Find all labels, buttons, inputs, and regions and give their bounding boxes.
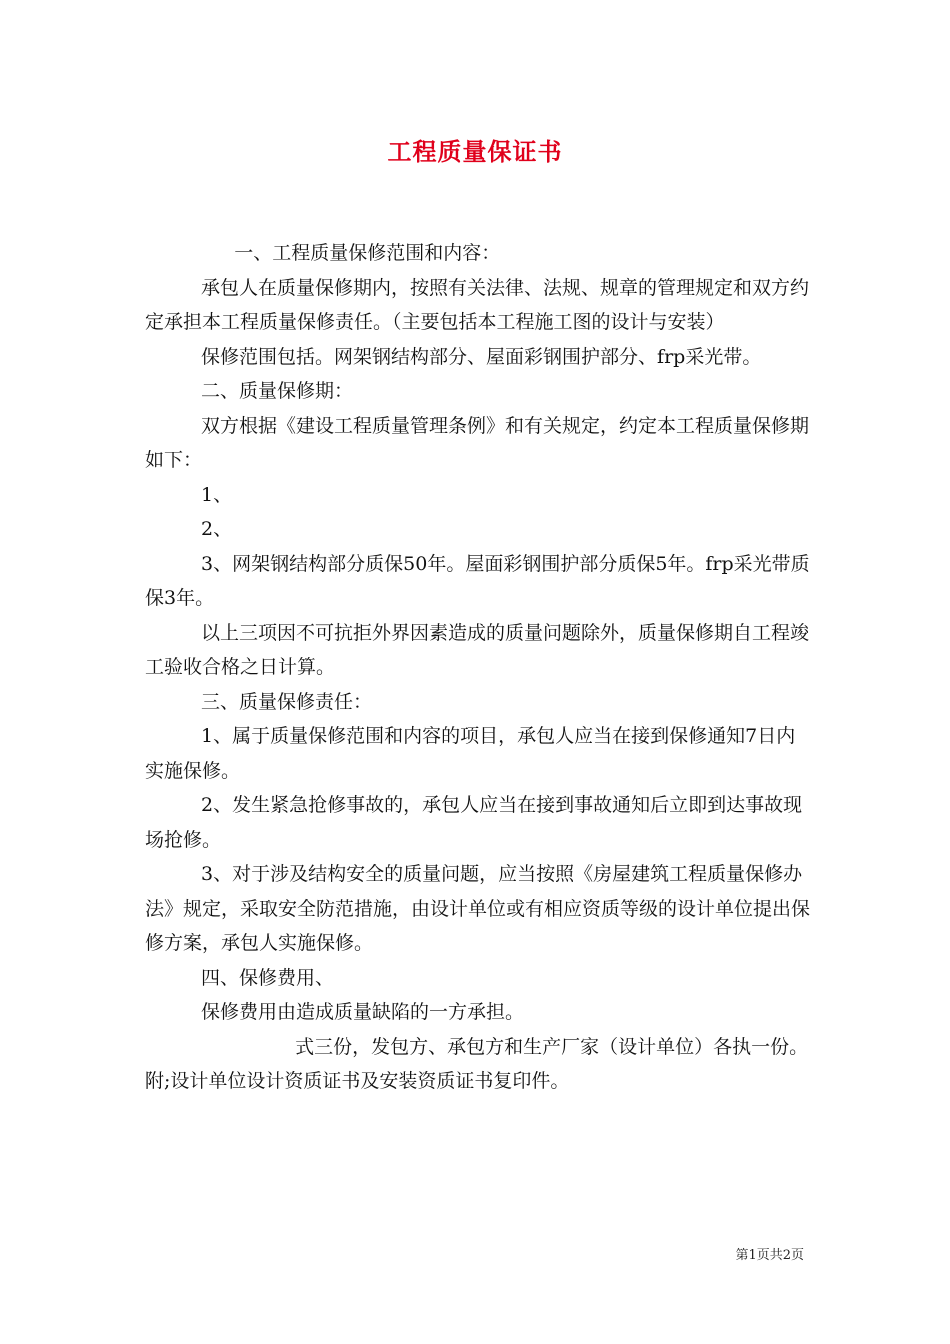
paragraph-scope-items: 保修范围包括。网架钢结构部分、屋面彩钢围护部分、frp采光带。 <box>201 345 762 368</box>
list-item-period-3: 3、网架钢结构部分质保50年。屋面彩钢围护部分质保5年。frp采光带质保3年。 <box>145 552 810 609</box>
document-title: 工程质量保证书 <box>387 137 563 166</box>
document-body <box>145 236 810 1099</box>
section-heading-period: 二、质量保修期： <box>201 380 354 402</box>
paragraph-copies: 式三份，发包方、承包方和生产厂家（设计单位）各执一份。附;设计单位设计资质证书及安装资质证书复印件。 <box>145 1035 809 1092</box>
section-heading-scope: 一、工程质量保修范围和内容： <box>234 242 501 264</box>
paragraph-period-intro: 双方根据《建设工程质量管理条例》和有关规定，约定本工程质量保修期如下： <box>145 414 810 471</box>
list-item-responsibility-3: 3、对于涉及结构安全的质量问题，应当按照《房屋建筑工程质量保修办法》规定，采取安全防范措施，由设计单位或有相应资质等级的设计单位提出保修方案，承包人实施保修。 <box>145 863 811 954</box>
list-item-responsibility-2: 2、发生紧急抢修事故的，承包人应当在接到事故通知后立即到达事故现场抢修。 <box>145 794 803 851</box>
list-item-period-1: 1、 <box>201 483 233 506</box>
list-item-period-2: 2、 <box>201 518 233 540</box>
paragraph-scope-description: 承包人在质量保修期内，按照有关法律、法规、规章的管理规定和双方约定承担本工程质量保修责任。（主要包括本工程施工图的设计与安装） <box>145 276 810 333</box>
page-number: 第1页共2页 <box>735 1248 804 1263</box>
section-heading-responsibility: 三、质量保修责任： <box>201 690 373 713</box>
paragraph-cost: 保修费用由造成质量缺陷的一方承担。 <box>201 1001 525 1023</box>
section-heading-cost: 四、保修费用、 <box>201 966 335 989</box>
paragraph-period-note: 以上三项因不可抗拒外界因素造成的质量问题除外，质量保修期自工程竣工验收合格之日计算。 <box>145 621 810 678</box>
list-item-responsibility-1: 1、属于质量保修范围和内容的项目，承包人应当在接到保修通知7日内实施保修。 <box>145 725 796 782</box>
